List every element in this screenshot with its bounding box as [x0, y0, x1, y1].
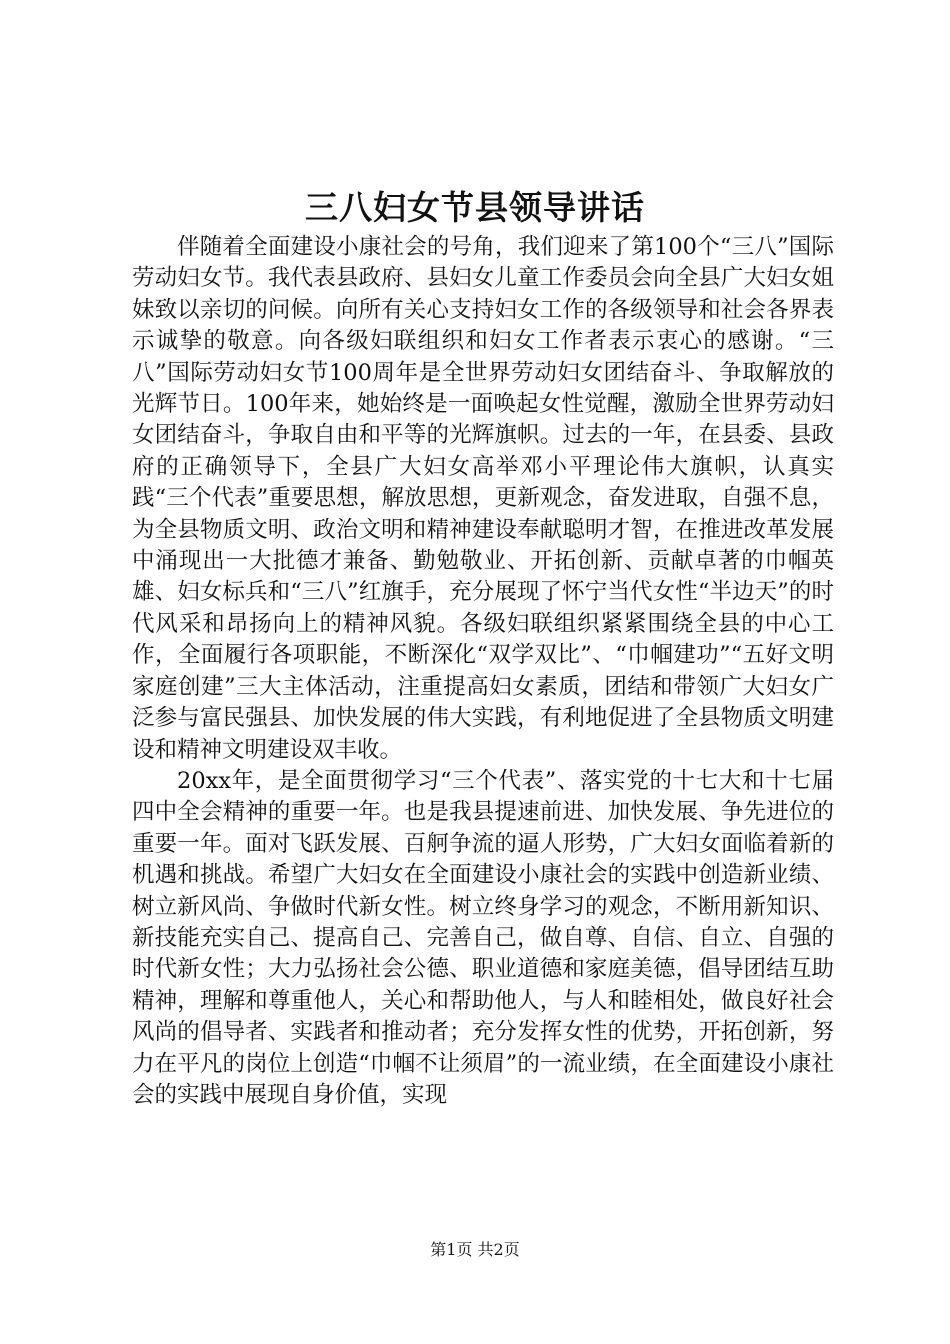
paragraph-2: 20xx年，是全面贯彻学习“三个代表”、落实党的十七大和十七届四中全会精神的重要一年。也是我县提速前进、加快发展、争先进位的重要一年。面对飞跃发展、百舸争流的逼人形势，广大妇女面临着新的机遇和挑战。希望广大妇女在全面建设小康社会的实践中创造新业绩、树立新风尚、争做时代新女性。树立终身学习的观念，不断用新知识、新技能充实自己、提高自己、完善自己，做自尊、自信、自立、自强的时代新女性；大力弘扬社会公德、职业道德和家庭美德，倡导团结互助精神，理解和尊重他人，关心和帮助他人，与人和睦相处，做良好社会风尚的倡导者、实践者和推动者；充分发挥女性的优势，开拓创新，努力在平凡的岗位上创造“巾帼不让须眉”的一流业绩，在全面建设小康社会的实践中展现自身价值，实现 [132, 767, 834, 1108]
document-title: 三八妇女节县领导讲话 [305, 188, 645, 227]
paragraph-1: 伴随着全面建设小康社会的号角，我们迎来了第100个“三八”国际劳动妇女节。我代表县政府、县妇女儿童工作委员会向全县广大妇女姐妹致以亲切的问候。向所有关心支持妇女工作的各级领导和社会各界表示诚挚的敬意。向各级妇联组织和妇女工作者表示衷心的感谢。“三八”国际劳动妇女节100周年是全世界劳动妇女团结奋斗、争取解放的光辉节日。100年来，她始终是一面唤起女性觉醒，激励全世界劳动妇女团结奋斗，争取自由和平等的光辉旗帜。过去的一年，在县委、县政府的正确领导下，全县广大妇女高举邓小平理论伟大旗帜，认真实践“三个代表”重要思想，解放思想，更新观念，奋发进取，自强不息，为全县物质文明、政治文明和精神建设奉献聪明才智，在推进改革发展中涌现出一大批德才兼备、勤勉敬业、开拓创新、贡献卓著的巾帼英雄、妇女标兵和“三八”红旗手，充分展现了怀宁当代女性“半边天”的时代风采和昂扬向上的精神风貌。各级妇联组织紧紧围绕全县的中心工作，全面履行各项职能，不断深化“双学双比”、“巾帼建功”“五好文明家庭创建”三大主体活动，注重提高妇女素质，团结和带领广大妇女广泛参与富民强县、加快发展的伟大实践，有利地促进了全县物质文明建设和精神文明建设双丰收。 [132, 234, 834, 763]
document-body [132, 232, 834, 1111]
page-footer: 第1页 共2页 [430, 1240, 520, 1259]
